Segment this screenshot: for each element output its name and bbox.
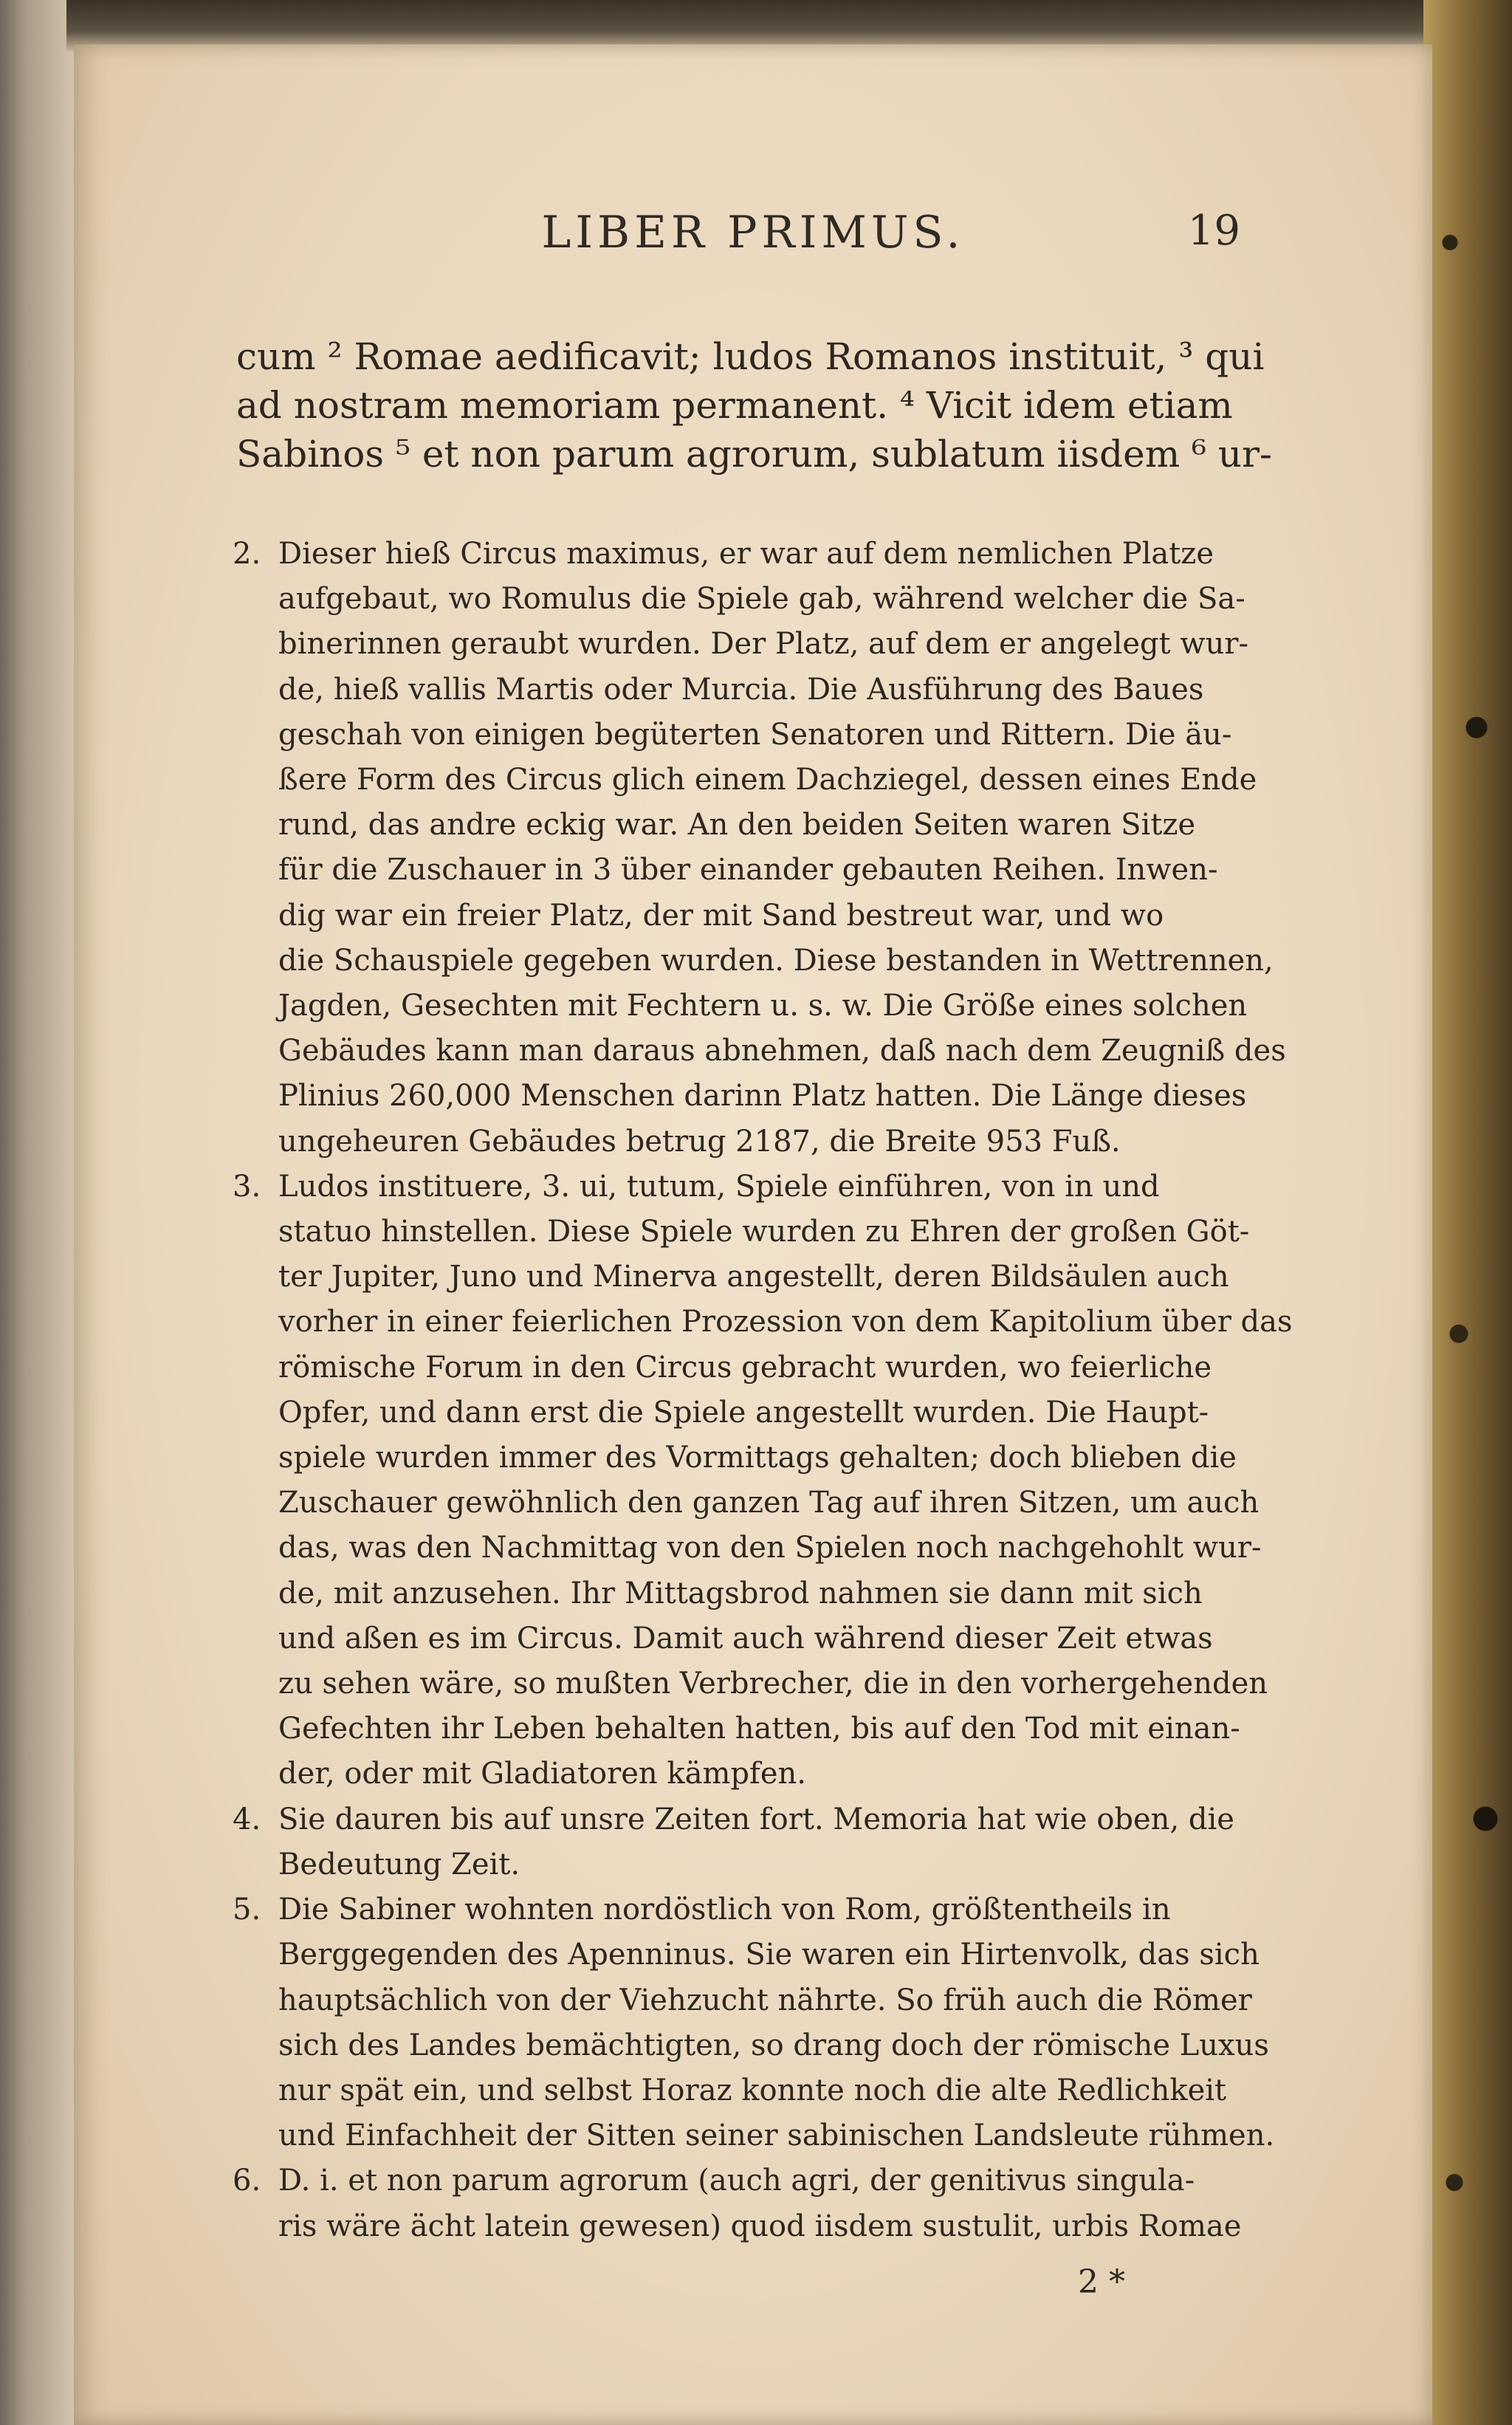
footnote-line: sich des Landes bemächtigten, so drang doch der römische Luxus: [278, 2028, 1269, 2062]
footnote-line: ungeheuren Gebäudes betrug 2187, die Breite 953 Fuß.: [278, 1124, 1121, 1159]
footnote-line: Ludos instituere, 3. ui, tutum, Spiele einführen, von in und: [278, 1169, 1160, 1204]
footnote-3: [233, 1165, 1318, 1797]
footnote-line: und Einfachheit der Sitten seiner sabinischen Landsleute rühmen.: [278, 2119, 1275, 2153]
footnote-line: statuo hinstellen. Diese Spiele wurden zu Ehren der großen Göt-: [278, 1215, 1250, 1249]
footnote-6: [233, 2158, 1318, 2249]
footnote-line: Berggegenden des Apenninus. Sie waren ein Hirtenvolk, das sich: [278, 1938, 1260, 1972]
signature-mark: 2 *: [1078, 2263, 1125, 2301]
book-cover-right: [1423, 0, 1512, 2425]
footnotes: [233, 532, 1318, 2249]
footnote-line: Bedeutung Zeit.: [278, 1847, 520, 1882]
footnote-line: Jagden, Gesechten mit Fechtern u. s. w. Die Größe eines solchen: [278, 989, 1248, 1023]
main-text: [236, 332, 1314, 479]
footnote-line: das, was den Nachmittag von den Spielen noch nachgehohlt wur-: [278, 1531, 1262, 1565]
footnote-line: geschah von einigen begüterten Senatoren und Rittern. Die äu-: [278, 717, 1232, 752]
footnote-4: [233, 1797, 1318, 1887]
page-header: [74, 207, 1432, 273]
footnote-line: zu sehen wäre, so mußten Verbrecher, die in den vorhergehenden: [278, 1667, 1268, 1701]
footnote-line: D. i. et non parum agrorum (auch agri, der genitivus singula-: [278, 2164, 1195, 2198]
footnote-line: Opfer, und dann erst die Spiele angestellt wurden. Die Haupt-: [278, 1395, 1209, 1430]
footnote-line: nur spät ein, und selbst Horaz konnte noch die alte Redlichkeit: [278, 2073, 1227, 2107]
main-text-line: ad nostram memoriam permanent. ⁴ Vicit idem etiam: [236, 384, 1233, 427]
footnote-line: Sie dauren bis auf unsre Zeiten fort. Memoria hat wie oben, die: [278, 1802, 1234, 1836]
footnote-number: 3.: [233, 1169, 261, 1204]
book-page: [74, 44, 1432, 2425]
footnote-line: Zuschauer gewöhnlich den ganzen Tag auf ihren Sitzen, um auch: [278, 1486, 1260, 1520]
footnote-line: hauptsächlich von der Viehzucht nährte. So früh auch die Römer: [278, 1983, 1252, 2017]
footnote-line: binerinnen geraubt wurden. Der Platz, auf dem er angelegt wur-: [278, 627, 1249, 662]
footnote-line: dig war ein freier Platz, der mit Sand bestreut war, und wo: [278, 898, 1164, 933]
footnote-line: Gefechten ihr Leben behalten hatten, bis auf den Tod mit einan-: [278, 1712, 1240, 1746]
footnote-line: die Schauspiele gegeben wurden. Diese bestanden in Wettrennen,: [278, 943, 1274, 978]
footnote-line: Dieser hieß Circus maximus, er war auf dem nemlichen Platze: [278, 537, 1214, 571]
footnote-number: 4.: [233, 1802, 261, 1836]
footnote-line: für die Zuschauer in 3 über einander gebauten Reihen. Inwen-: [278, 853, 1218, 888]
footnote-line: rund, das andre eckig war. An den beiden Seiten waren Sitze: [278, 808, 1196, 843]
footnote-line: der, oder mit Gladiatoren kämpfen.: [278, 1757, 806, 1791]
footnote-5: [233, 1887, 1318, 2158]
footnote-line: Die Sabiner wohnten nordöstlich von Rom, größtentheils in: [278, 1893, 1171, 1927]
footnote-number: 6.: [233, 2164, 261, 2198]
footnote-line: de, hieß vallis Martis oder Murcia. Die Ausführung des Baues: [278, 672, 1204, 707]
footnote-number: 5.: [233, 1893, 261, 1927]
footnote-line: Gebäudes kann man daraus abnehmen, daß nach dem Zeugniß des: [278, 1034, 1286, 1069]
footnote-line: römische Forum in den Circus gebracht wurden, wo feierliche: [278, 1350, 1212, 1385]
page-number: 19: [1187, 207, 1240, 255]
footnote-line: Plinius 260,000 Menschen darinn Platz hatten. Die Länge dieses: [278, 1079, 1247, 1114]
footnote-line: de, mit anzusehen. Ihr Mittagsbrod nahmen sie dann mit sich: [278, 1576, 1203, 1611]
footnote-number: 2.: [233, 537, 261, 571]
footnote-line: und aßen es im Circus. Damit auch während dieser Zeit etwas: [278, 1621, 1213, 1656]
footnote-line: ßere Form des Circus glich einem Dachziegel, dessen eines Ende: [278, 763, 1257, 798]
footnote-line: spiele wurden immer des Vormittags gehalten; doch blieben die: [278, 1441, 1237, 1475]
footnote-line: ter Jupiter, Juno und Minerva angestellt, deren Bildsäulen auch: [278, 1260, 1229, 1294]
footnote-2: [233, 532, 1318, 1165]
running-head: LIBER PRIMUS.: [541, 207, 965, 258]
main-text-line: cum ² Romae aedificavit; ludos Romanos instituit, ³ qui: [236, 335, 1265, 378]
footnote-line: ris wäre ächt latein gewesen) quod iisdem sustulit, urbis Romae: [278, 2209, 1242, 2243]
footnote-line: aufgebaut, wo Romulus die Spiele gab, während welcher die Sa-: [278, 582, 1245, 617]
footnote-line: vorher in einer feierlichen Prozession von dem Kapitolium über das: [278, 1305, 1293, 1340]
main-text-line: Sabinos ⁵ et non parum agrorum, sublatum iisdem ⁶ ur-: [236, 433, 1272, 476]
book-edge-left: [0, 0, 74, 2425]
